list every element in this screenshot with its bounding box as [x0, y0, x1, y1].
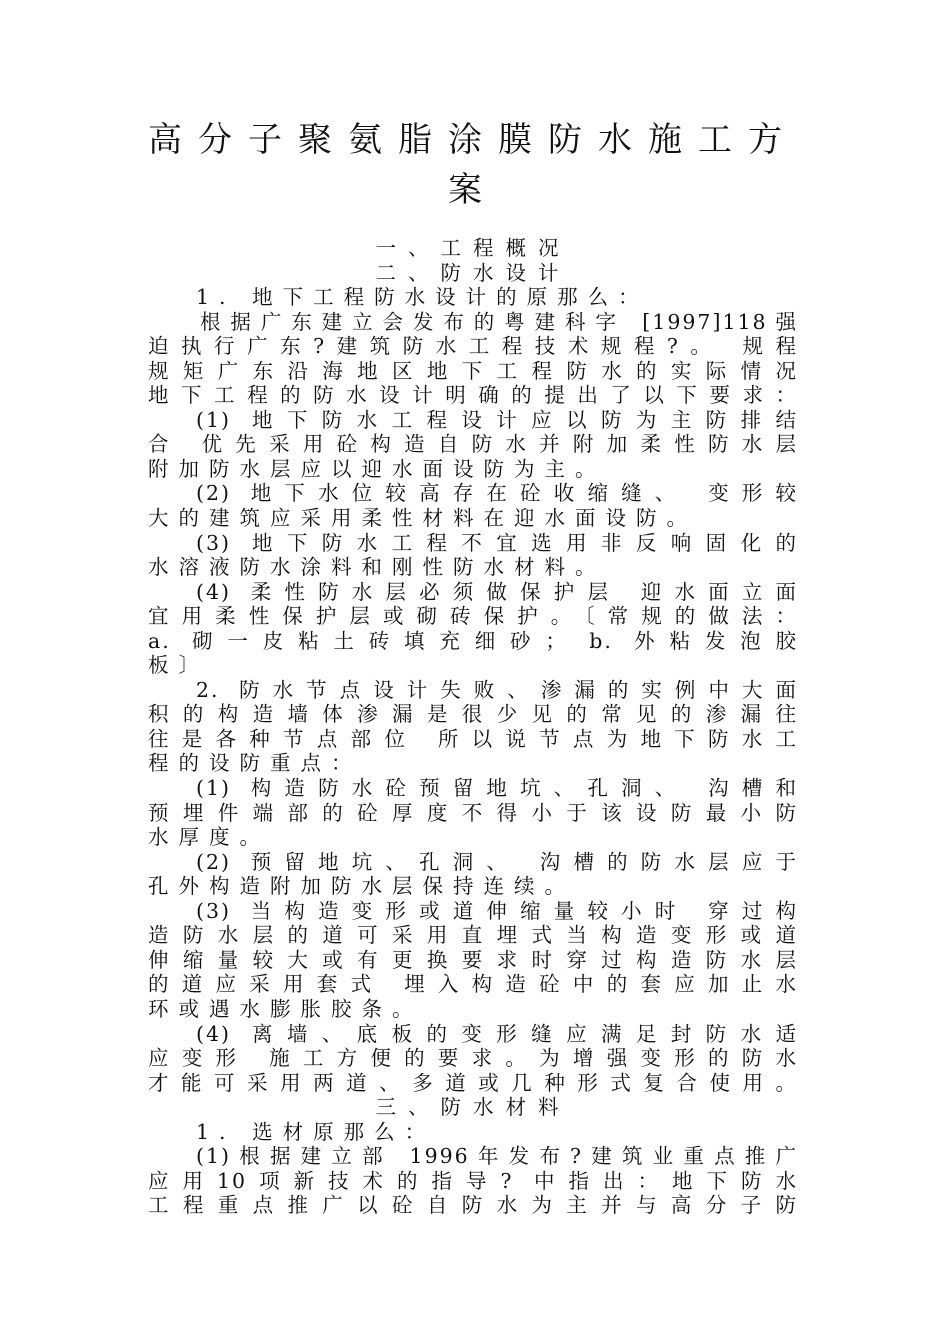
paragraph-line: 水厚度。: [148, 825, 270, 850]
paragraph-line: (1) 构造防水砼预留地坑、孔洞、 沟槽和: [196, 776, 798, 801]
paragraph-line: 应用10项新技术的指导? 中指出：地下防水: [148, 1168, 798, 1193]
paragraph-line: (1) 地下防水工程设计应以防为主防排结: [196, 407, 798, 432]
paragraph-line: 迫执行广东?建筑防水工程技术规程?。 规程: [148, 334, 798, 359]
paragraph-line: (2) 地下水位较高存在砼收缩缝、 变形较: [196, 481, 798, 506]
paragraph-line: (2) 预留地坑、孔洞、 沟槽的防水层应于: [196, 849, 798, 874]
paragraph-line: (4) 离墙、底板的变形缝应满足封防水适: [196, 1021, 798, 1046]
paragraph-line: 附加防水层应以迎水面设防为主。: [148, 456, 606, 481]
paragraph-line: 往是各种节点部位 所以说节点为地下防水工: [148, 726, 798, 751]
paragraph-line: 预埋件端部的砼厚度不得小于该设防最小防: [148, 800, 798, 825]
paragraph-line: 地下工程的防水设计明确的提出了以下要求：: [148, 383, 798, 408]
paragraph-line: 环或遇水膨胀胶条。: [148, 996, 423, 1021]
paragraph-line: 根据广东建立会发布的粤建科字 [1997]118强: [200, 309, 798, 334]
paragraph-line: 合 优先采用砼构造自防水并附加柔性防水层: [148, 432, 798, 457]
paragraph-line: 2. 防水节点设计失败、渗漏的实例中大面: [196, 677, 798, 702]
section-heading: 二、防水设计: [375, 260, 571, 285]
document-title-line-2: 案: [448, 170, 498, 210]
section-heading: 一、工程概况: [375, 236, 571, 260]
paragraph-line: 的道应采用套式 埋入构造砼中的套应加止水: [148, 972, 798, 997]
paragraph-line: (1)根据建立部 1996年发布?建筑业重点推广: [196, 1144, 798, 1169]
paragraph-line: 应变形 施工方便的要求。为增强变形的防水: [148, 1046, 798, 1071]
paragraph-line: 积的构造墙体渗漏是很少见的常见的渗漏往: [148, 702, 798, 727]
paragraph-line: 大的建筑应采用柔性材料在迎水面设防。: [148, 506, 697, 531]
paragraph-line: (4) 柔性防水层必须做保护层 迎水面立面: [196, 579, 798, 604]
paragraph-line: 造防水层的道可采用直埋式当构造变形或道: [148, 923, 798, 948]
paragraph-line: 程的设防重点：: [148, 751, 362, 776]
paragraph-line: 伸缩量较大或有更换要求时穿过构造防水层: [148, 947, 798, 972]
document-body: [148, 236, 798, 1218]
paragraph-line: 规矩广东沿海地区地下工程防水的实际情况: [148, 358, 798, 383]
paragraph-line: 水溶液防水涂料和刚性防水材料。: [148, 555, 606, 580]
document-title-line-1: 高分子聚氨脂涂膜防水施工方: [148, 120, 798, 160]
section-heading: 三、防水材料: [375, 1095, 571, 1120]
paragraph-line: 板〕: [148, 653, 209, 678]
subsection-heading: 1. 选材原那么：: [196, 1119, 436, 1144]
paragraph-line: 宜用柔性保护层或砌砖保护。〔常规的做法：: [148, 604, 798, 629]
paragraph-line: 才能可采用两道、多道或几种形式复合使用。: [148, 1070, 798, 1095]
paragraph-line: (3) 地下防水工程不宜选用非反响固化的: [196, 530, 798, 555]
subsection-heading: 1. 地下工程防水设计的原那么：: [196, 285, 649, 310]
paragraph-line: 工程重点推广以砼自防水为主并与高分子防: [148, 1193, 798, 1218]
paragraph-line: (3) 当构造变形或道伸缩量较小时 穿过构: [196, 898, 798, 923]
paragraph-line: a. 砌一皮粘土砖填充细砂； b. 外粘发泡胶: [148, 628, 798, 653]
paragraph-line: 孔外构造附加防水层保持连续。: [148, 874, 575, 899]
